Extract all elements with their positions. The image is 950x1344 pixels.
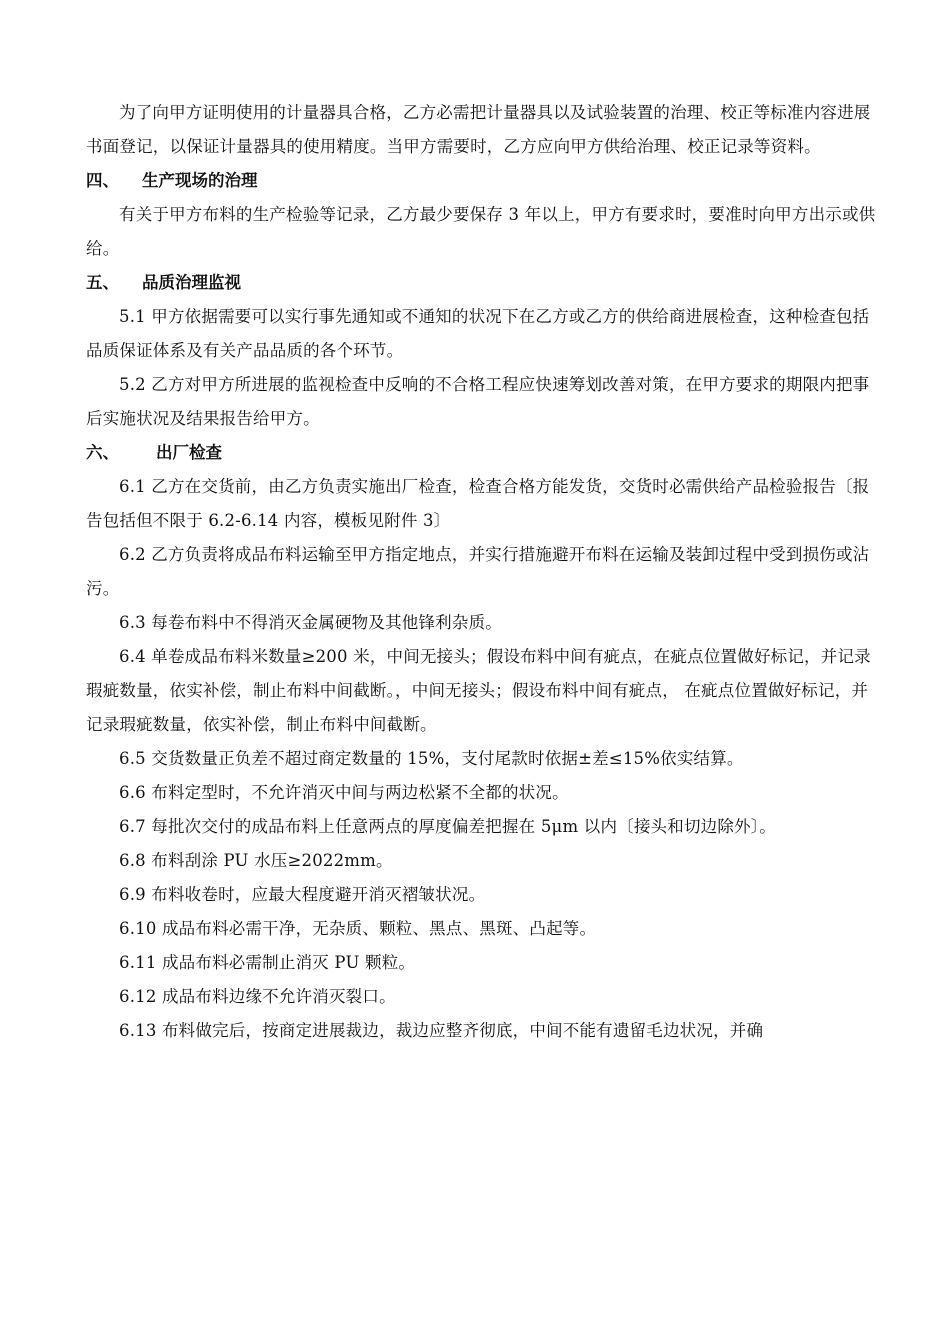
section-5-number: 五、 [86, 273, 119, 292]
section-5-item: 5.1 甲方依据需要可以实行事先通知或不通知的状况下在乙方或乙方的供给商进展检查，这种检查包括品质保证体系及有关产品品质的各个环节。 [86, 307, 870, 360]
intro-paragraph: 为了向甲方证明使用的计量器具合格，乙方必需把计量器具以及试验装置的治理、校正等标准内容进展书面登记，以保证计量器具的使用精度。当甲方需要时，乙方应向甲方供给治理、校正记录等资料。 [86, 103, 871, 156]
section-4-number: 四、 [86, 171, 119, 190]
section-5-heading [86, 266, 876, 300]
section-6-title: 出厂检查 [156, 443, 222, 462]
section-6-item: 6.1 乙方在交货前，由乙方负责实施出厂检查，检查合格方能发货，交货时必需供给产品检验报告〔报告包括但不限于 6.2-6.14 内容，模板见附件 3〕 [86, 477, 870, 530]
section-6-item: 6.12 成品布料边缘不允许消灭裂口。 [119, 987, 396, 1006]
section-6-item: 6.11 成品布料必需制止消灭 PU 颗粒。 [119, 953, 416, 972]
section-6-item: 6.7 每批次交付的成品布料上任意两点的厚度偏差把握在 5μm 以内〔接头和切边除外〕。 [119, 817, 776, 836]
section-4-body: 有关于甲方布料的生产检验等记录，乙方最少要保存 3 年以上，甲方有要求时，要准时向甲方出示或供给。 [86, 205, 876, 258]
section-6-item: 6.8 布料刮涂 PU 水压≥2022mm。 [119, 851, 393, 870]
section-6-item: 6.13 布料做完后，按商定进展裁边，裁边应整齐彻底，中间不能有遗留毛边状况，并确 [119, 1021, 764, 1040]
section-6-item: 6.3 每卷布料中不得消灭金属硬物及其他锋利杂质。 [119, 613, 502, 632]
section-6-item: 6.9 布料收卷时，应最大程度避开消灭褶皱状况。 [119, 885, 486, 904]
section-6-item: 6.2 乙方负责将成品布料运输至甲方指定地点，并实行措施避开布料在运输及装卸过程中受到损伤或沾污。 [86, 545, 870, 598]
section-4-heading [86, 164, 876, 198]
section-4-title: 生产现场的治理 [142, 171, 258, 190]
section-6-number: 六、 [86, 443, 119, 462]
section-5-title: 品质治理监视 [142, 273, 241, 292]
section-5-item: 5.2 乙方对甲方所进展的监视检查中反响的不合格工程应快速筹划改善对策，在甲方要求的期限内把事后实施状况及结果报告给甲方。 [86, 375, 870, 428]
section-6-heading [86, 436, 876, 470]
section-6-item: 6.4 单卷成品布料米数量≥200 米，中间无接头；假设布料中间有疵点，在疵点位置做好标记，并记录瑕疵数量，依实补偿，制止布料中间截断。，中间无接头；假设布料中间有疵点， 在疵点位置做好标记，并记录瑕疵数量，依实补偿，制止布料中间截断。 [86, 647, 871, 734]
section-6-item: 6.5 交货数量正负差不超过商定数量的 15%，支付尾款时依据±差≤15%依实结算。 [119, 749, 744, 768]
section-6-item: 6.6 布料定型时，不允许消灭中间与两边松紧不全都的状况。 [119, 783, 569, 802]
section-6-item: 6.10 成品布料必需干净，无杂质、颗粒、黑点、黑斑、凸起等。 [119, 919, 597, 938]
document-body [86, 96, 876, 1048]
